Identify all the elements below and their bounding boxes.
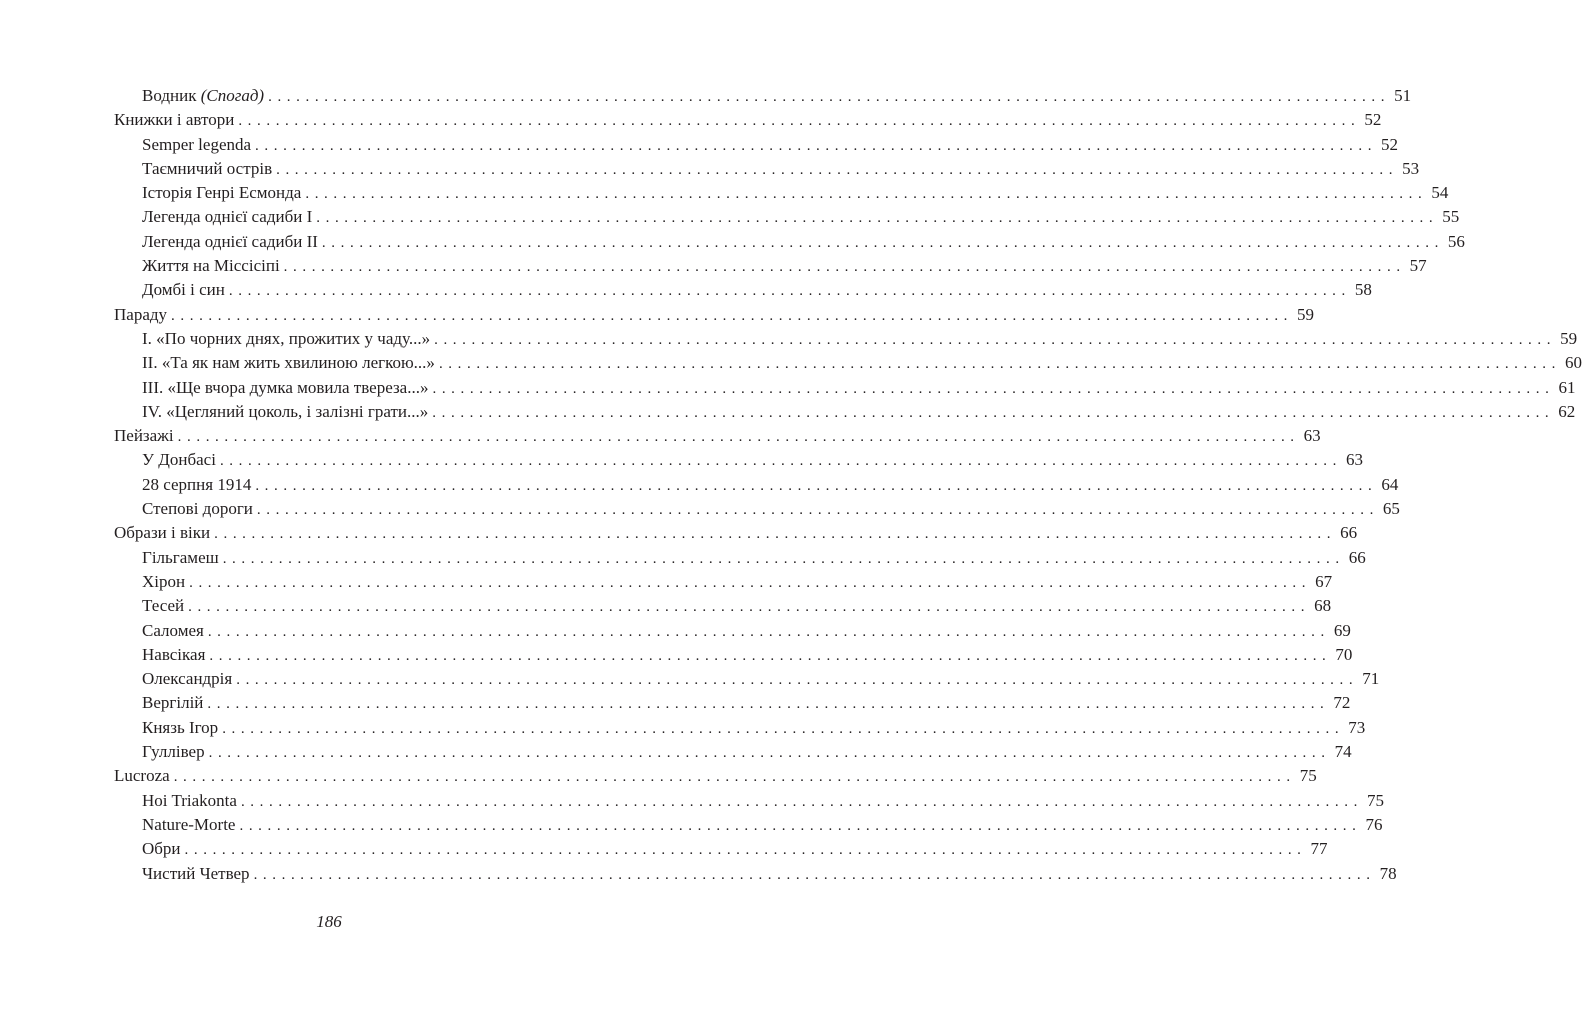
toc-title-text: Nature-Morte <box>142 814 236 834</box>
dot-leader: ........................................................................................................................ <box>238 113 1361 130</box>
toc-entry <box>114 205 1460 229</box>
dot-leader: ........................................................................................................................ <box>207 623 1330 640</box>
toc-entry <box>114 837 1328 861</box>
dot-leader: ........................................................................................................................ <box>222 720 1345 737</box>
dot-leader: ........................................................................................................................ <box>253 866 1376 883</box>
toc-section <box>114 424 1321 448</box>
dot-leader: ........................................................................................................................ <box>219 453 1342 470</box>
toc-title-text: Hoi Triakonta <box>142 790 237 810</box>
dot-leader: ........................................................................................................................ <box>283 259 1406 276</box>
toc-title-text: Саломея <box>142 620 204 640</box>
toc-page-number: 63 <box>1345 450 1363 470</box>
toc-entry <box>114 133 1399 157</box>
toc-page-number: 68 <box>1314 596 1332 616</box>
toc-page-number: 52 <box>1364 110 1382 130</box>
dot-leader: ........................................................................................................................ <box>222 550 1345 567</box>
toc-entry-title <box>142 813 239 837</box>
toc-page-number: 69 <box>1333 620 1351 640</box>
toc-page-number: 63 <box>1303 426 1321 446</box>
dot-leader: ........................................................................................................................ <box>316 210 1439 227</box>
toc-entry <box>114 278 1372 302</box>
toc-entry <box>114 667 1380 691</box>
dot-leader: ........................................................................................................................ <box>434 331 1557 348</box>
toc-title-text: I. «По чорних днях, прожитих у чаду...» <box>142 328 431 348</box>
toc-page-number: 53 <box>1402 158 1420 178</box>
toc-entry <box>114 230 1465 254</box>
dot-leader: ........................................................................................................................ <box>255 477 1378 494</box>
toc-section <box>114 108 1382 132</box>
toc-entry-title <box>142 667 236 691</box>
toc-entry <box>114 813 1383 837</box>
toc-page-number: 61 <box>1558 377 1576 397</box>
toc-entry-title <box>142 691 207 715</box>
dot-leader: ........................................................................................................................ <box>173 769 1296 786</box>
dot-leader: ........................................................................................................................ <box>207 696 1330 713</box>
dot-leader: ........................................................................................................................ <box>268 89 1391 105</box>
toc-title-text: Чистий Четвер <box>142 863 250 883</box>
toc-entry <box>114 594 1332 618</box>
toc-entry <box>114 181 1449 205</box>
toc-page-number: 59 <box>1297 304 1315 324</box>
dot-leader: ........................................................................................................................ <box>240 793 1363 810</box>
dot-leader: ........................................................................................................................ <box>432 404 1555 421</box>
toc-title-text: Хірон <box>142 571 186 591</box>
dot-leader: ........................................................................................................................ <box>171 307 1294 324</box>
dot-leader: ........................................................................................................................ <box>228 283 1351 300</box>
toc-title-text: III. «Ще вчора думка мовила твереза...» <box>142 377 429 397</box>
toc-page-number: 60 <box>1564 353 1582 373</box>
toc-page-number: 73 <box>1348 717 1366 737</box>
toc-entry <box>114 448 1363 472</box>
toc-title-text: Пейзажі <box>114 426 174 446</box>
toc-entry <box>114 351 1582 375</box>
dot-leader: ........................................................................................................................ <box>432 380 1555 397</box>
dot-leader: ........................................................................................................................ <box>214 526 1337 543</box>
dot-leader: ........................................................................................................................ <box>189 574 1312 591</box>
toc-entry-title <box>114 108 238 132</box>
toc-entry <box>114 473 1399 497</box>
dot-leader: ........................................................................................................................ <box>276 161 1399 178</box>
toc-section <box>114 303 1315 327</box>
toc-entry <box>114 327 1578 351</box>
toc-page-number: 78 <box>1379 863 1397 883</box>
toc-entry-title <box>114 764 174 788</box>
toc-section <box>114 521 1358 545</box>
dot-leader: ........................................................................................................................ <box>438 356 1561 373</box>
toc-page-number: 72 <box>1333 693 1351 713</box>
toc-entry-title <box>142 789 241 813</box>
toc-entry-title <box>142 351 439 375</box>
dot-leader: ........................................................................................................................ <box>188 599 1311 616</box>
toc-entry-title <box>142 862 254 886</box>
toc-page-number: 76 <box>1365 814 1383 834</box>
toc-title-text: Життя на Міссісіпі <box>142 256 280 276</box>
table-of-contents <box>114 84 1582 886</box>
toc-entry-title <box>142 837 185 861</box>
toc-entry-title <box>142 278 229 302</box>
toc-entry <box>114 619 1351 643</box>
toc-entry <box>114 716 1366 740</box>
toc-page-number: 62 <box>1558 401 1576 421</box>
dot-leader: ........................................................................................................................ <box>209 647 1332 664</box>
toc-title-text: Таємничий острів <box>142 158 273 178</box>
toc-entry <box>114 862 1397 886</box>
toc-entry <box>114 643 1353 667</box>
toc-entry-title <box>114 303 171 327</box>
toc-page-number: 55 <box>1442 207 1460 227</box>
toc-entry-title <box>142 497 257 521</box>
toc-page-number: 65 <box>1382 499 1400 519</box>
toc-page-number: 59 <box>1560 328 1578 348</box>
toc-title-text: Степові дороги <box>142 499 253 519</box>
toc-entry-title <box>142 546 223 570</box>
page-number: 186 <box>316 912 342 931</box>
toc-title-text: Олександрія <box>142 669 233 689</box>
toc-title-text: Вергілій <box>142 693 204 713</box>
toc-title-text: Легенда однієї садиби I <box>142 207 313 227</box>
toc-entry-title <box>142 594 188 618</box>
toc-title-text: Гуллівер <box>142 742 205 762</box>
toc-page-number: 70 <box>1335 644 1353 664</box>
toc-entry-title <box>142 205 316 229</box>
toc-page-number: 66 <box>1340 523 1358 543</box>
toc-title-text: Гільгамеш <box>142 547 219 567</box>
toc-entry <box>114 254 1427 278</box>
toc-title-text: 28 серпня 1914 <box>142 474 252 494</box>
toc-title-text: Легенда однієї садиби II <box>142 231 318 251</box>
toc-entry-title <box>142 619 208 643</box>
toc-entry <box>114 740 1352 764</box>
toc-title-text: Історія Генрі Есмонда <box>142 183 302 203</box>
toc-entry-title <box>142 740 209 764</box>
toc-entry <box>114 157 1420 181</box>
toc-entry <box>114 789 1384 813</box>
toc-entry <box>114 691 1351 715</box>
toc-entry <box>114 84 1412 108</box>
toc-title-text: Обри <box>142 839 181 859</box>
toc-page-number: 74 <box>1334 742 1352 762</box>
toc-page-number: 75 <box>1366 790 1384 810</box>
toc-page-number: 58 <box>1354 280 1372 300</box>
toc-section <box>114 764 1317 788</box>
dot-leader: ........................................................................................................................ <box>208 745 1331 762</box>
toc-title-text: Навсікая <box>142 644 206 664</box>
dot-leader: ........................................................................................................................ <box>255 137 1378 154</box>
toc-title-subtitle: (Спогад) <box>200 86 265 105</box>
toc-page-number: 75 <box>1299 766 1317 786</box>
toc-title-text: Книжки і автори <box>114 110 235 130</box>
toc-entry-title <box>114 521 214 545</box>
toc-title-text: Тесей <box>142 596 185 616</box>
toc-entry-title <box>114 424 178 448</box>
toc-entry <box>114 570 1333 594</box>
toc-title-text: У Донбасі <box>142 450 216 470</box>
toc-title-text: Параду <box>114 304 168 324</box>
toc-title-text: Образи і віки <box>114 523 211 543</box>
dot-leader: ........................................................................................................................ <box>184 842 1307 859</box>
toc-title-text: Князь Ігор <box>142 717 219 737</box>
toc-entry-title <box>142 181 305 205</box>
toc-entry-title <box>142 84 268 108</box>
toc-entry-title <box>142 473 255 497</box>
toc-page-number: 66 <box>1348 547 1366 567</box>
dot-leader: ........................................................................................................................ <box>177 429 1300 446</box>
toc-entry-title <box>142 133 255 157</box>
toc-page-number: 52 <box>1381 134 1399 154</box>
toc-entry-title <box>142 376 432 400</box>
toc-entry <box>114 497 1400 521</box>
toc-entry-title <box>142 254 284 278</box>
toc-entry <box>114 546 1366 570</box>
toc-entry-title <box>142 448 220 472</box>
toc-entry <box>114 376 1576 400</box>
toc-entry-title <box>142 643 209 667</box>
toc-page-number: 67 <box>1315 571 1333 591</box>
toc-title-text: Lucroza <box>114 766 170 786</box>
toc-entry-title <box>142 230 322 254</box>
toc-title-text: Водник <box>142 86 197 105</box>
toc-page-number: 51 <box>1394 86 1412 105</box>
toc-title-text: II. «Та як нам жить хвилиною легкою...» <box>142 353 435 373</box>
toc-title-text: Semper legenda <box>142 134 252 154</box>
toc-page-number: 54 <box>1431 183 1449 203</box>
dot-leader: ........................................................................................................................ <box>321 234 1444 251</box>
dot-leader: ........................................................................................................................ <box>305 186 1428 203</box>
dot-leader: ........................................................................................................................ <box>256 502 1379 519</box>
toc-entry-title <box>142 716 222 740</box>
toc-entry-title <box>142 400 432 424</box>
dot-leader: ........................................................................................................................ <box>239 817 1362 834</box>
toc-entry-title <box>142 327 434 351</box>
toc-entry-title <box>142 157 276 181</box>
toc-entry <box>114 400 1576 424</box>
toc-page-number: 56 <box>1447 231 1465 251</box>
toc-page-number: 77 <box>1310 839 1328 859</box>
toc-title-text: IV. «Цегляний цоколь, і залізні грати...» <box>142 401 429 421</box>
toc-entry-title <box>142 570 189 594</box>
dot-leader: ........................................................................................................................ <box>236 672 1359 689</box>
toc-page-number: 57 <box>1409 256 1427 276</box>
toc-page-number: 71 <box>1362 669 1380 689</box>
toc-title-text: Домбі і син <box>142 280 225 300</box>
toc-page-number: 64 <box>1381 474 1399 494</box>
